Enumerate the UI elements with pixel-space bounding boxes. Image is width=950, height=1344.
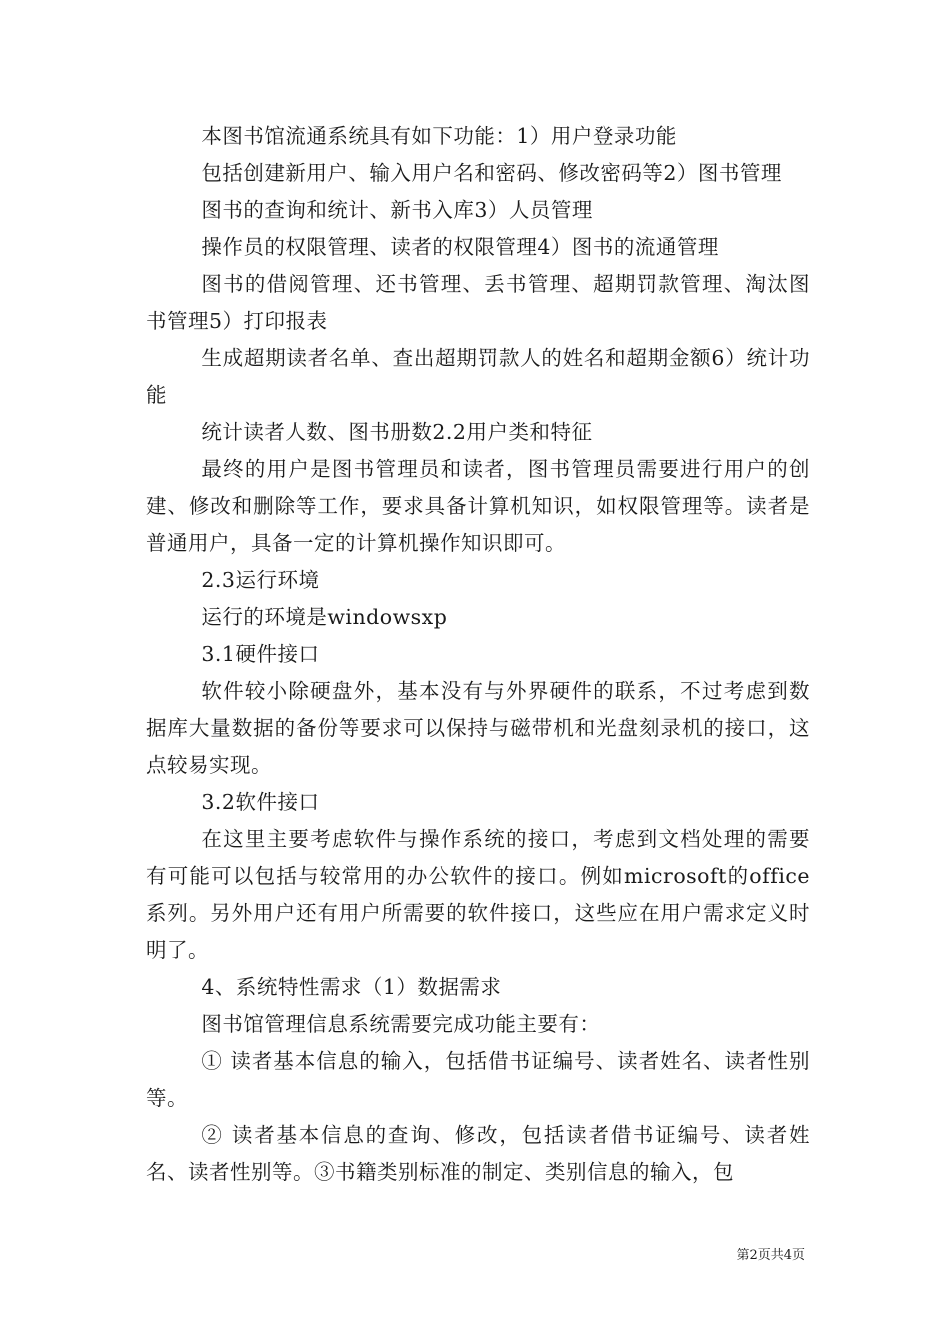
paragraph-9: 2.3运行环境 xyxy=(201,568,320,592)
paragraph-17: ① 读者基本信息的输入，包括借书证编号、读者姓名、读者性别等。 xyxy=(146,1049,810,1110)
paragraph-13: 3.2软件接口 xyxy=(201,790,320,814)
paragraph-8: 最终的用户是图书管理员和读者，图书管理员需要进行用户的创建、修改和删除等工作，要求具备计算机知识，如权限管理等。读者是普通用户，具备一定的计算机操作知识即可。 xyxy=(146,457,810,555)
paragraph-4: 操作员的权限管理、读者的权限管理4）图书的流通管理 xyxy=(201,235,719,259)
paragraph-16: 图书馆管理信息系统需要完成功能主要有： xyxy=(201,1012,601,1036)
page-number: 第2页共4页 xyxy=(736,1248,805,1263)
paragraph-18: ② 读者基本信息的查询、修改，包括读者借书证编号、读者姓名、读者性别等。③书籍类别标准的制定、类别信息的输入，包 xyxy=(146,1123,810,1184)
paragraph-11: 3.1硬件接口 xyxy=(201,642,320,666)
document-body xyxy=(146,118,810,1191)
paragraph-3: 图书的查询和统计、新书入库3）人员管理 xyxy=(201,198,593,222)
paragraph-12: 软件较小除硬盘外，基本没有与外界硬件的联系，不过考虑到数据库大量数据的备份等要求可以保持与磁带机和光盘刻录机的接口，这点较易实现。 xyxy=(146,679,810,777)
paragraph-10: 运行的环境是windowsxp xyxy=(201,605,448,629)
paragraph-15: 4、系统特性需求（1）数据需求 xyxy=(201,975,502,999)
paragraph-1: 本图书馆流通系统具有如下功能：1）用户登录功能 xyxy=(201,124,677,148)
paragraph-7: 统计读者人数、图书册数2.2用户类和特征 xyxy=(201,420,593,444)
paragraph-6: 生成超期读者名单、查出超期罚款人的姓名和超期金额6）统计功能 xyxy=(146,346,810,407)
paragraph-5: 图书的借阅管理、还书管理、丢书管理、超期罚款管理、淘汰图书管理5）打印报表 xyxy=(146,272,810,333)
paragraph-2: 包括创建新用户、输入用户名和密码、修改密码等2）图书管理 xyxy=(201,161,782,185)
paragraph-14: 在这里主要考虑软件与操作系统的接口，考虑到文档处理的需要有可能可以包括与较常用的办公软件的接口。例如microsoft的office系列。另外用户还有用户所需要的软件接口，这些应在用户需求定义时明了。 xyxy=(146,827,810,962)
